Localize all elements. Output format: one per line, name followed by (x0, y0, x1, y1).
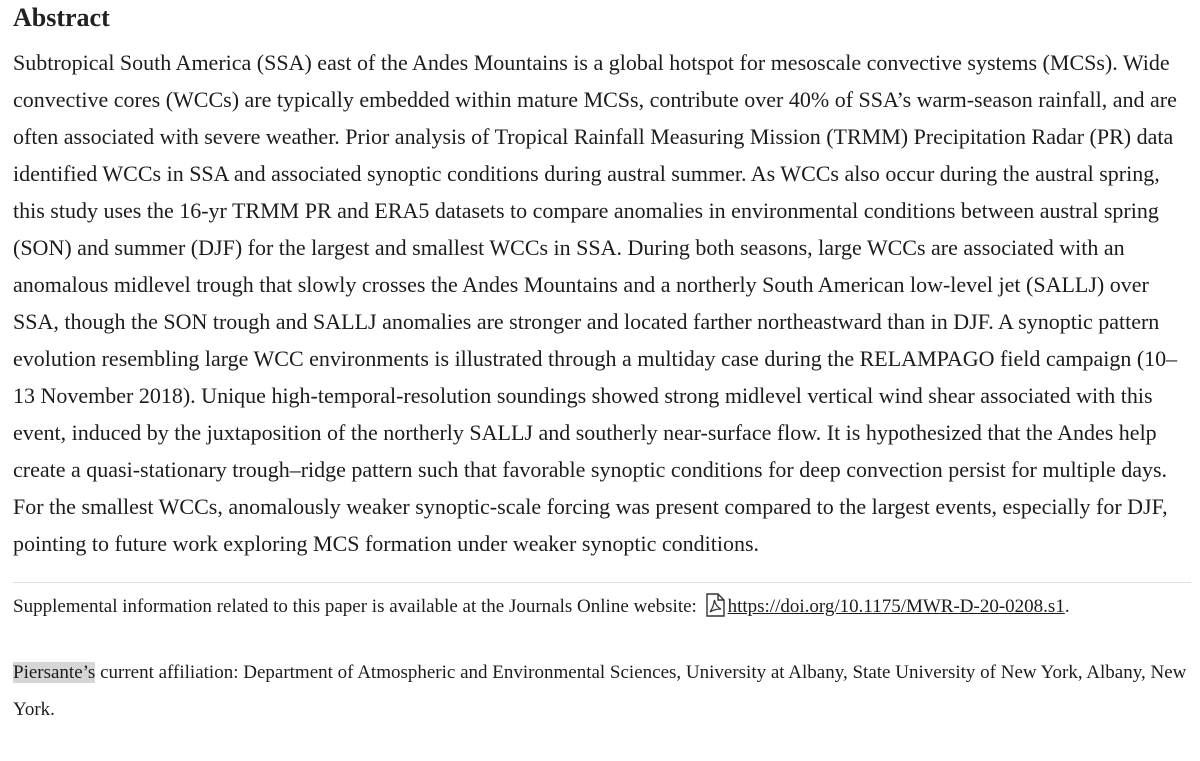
abstract-heading: Abstract (13, 3, 110, 32)
supplemental-end: . (1064, 596, 1070, 617)
article-section (13, 0, 1193, 728)
abstract-text: Subtropical South America (SSA) east of the Andes Mountains is a global hotspot for mesoscale convective systems (MCSs). Wide convective cores (WCCs) are typically embedded within mature MCSs, contribute over 40% of SSA’s warm-season rainfall, and are often associated with severe weather. Prior analysis of Tropical Rainfall Measuring Mission (TRMM) Precipitation Radar (PR) data identified WCCs in SSA and associated synoptic conditions during austral summer. As WCCs also occur during the austral spring, this study uses the 16-yr TRMM PR and ERA5 datasets to compare anomalies in environmental conditions between austral spring (SON) and summer (DJF) for the largest and smallest WCCs in SSA. During both seasons, large WCCs are associated with an anomalous midlevel trough that slowly crosses the Andes Mountains and a northerly South American low-level jet (SALLJ) over SSA, though the SON trough and SALLJ anomalies are stronger and located farther northeastward than in DJF. A synoptic pattern evolution resembling large WCC environments is illustrated through a multiday case during the RELAMPAGO field campaign (10–13 November 2018). Unique high-temporal-resolution soundings showed strong midlevel vertical wind shear associated with this event, induced by the juxtaposition of the northerly SALLJ and southerly near-surface flow. It is hypothesized that the Andes help create a quasi-stationary trough–ridge pattern such that favorable synoptic conditions for deep convection persist for multiple days. For the smallest WCCs, anomalously weaker synoptic-scale forcing was present compared to the largest events, especially for DJF, pointing to future work exploring MCS formation under weaker synoptic conditions. (13, 50, 1178, 556)
supplemental-text: Supplemental information related to this paper is available at the Journals Online website: (13, 596, 697, 617)
doi-link[interactable]: https://doi.org/10.1175/MWR-D-20-0208.s1 (727, 596, 1065, 617)
affiliation-note (13, 654, 1193, 728)
section-divider (13, 582, 1191, 583)
supplemental-note (13, 593, 1193, 626)
affiliation-text: current affiliation: Department of Atmospheric and Environmental Sciences, University at Albany, State University of New York, Albany, New York. (13, 662, 1187, 720)
highlighted-author-name: Piersante’s (13, 662, 96, 683)
pdf-icon[interactable] (704, 593, 726, 626)
